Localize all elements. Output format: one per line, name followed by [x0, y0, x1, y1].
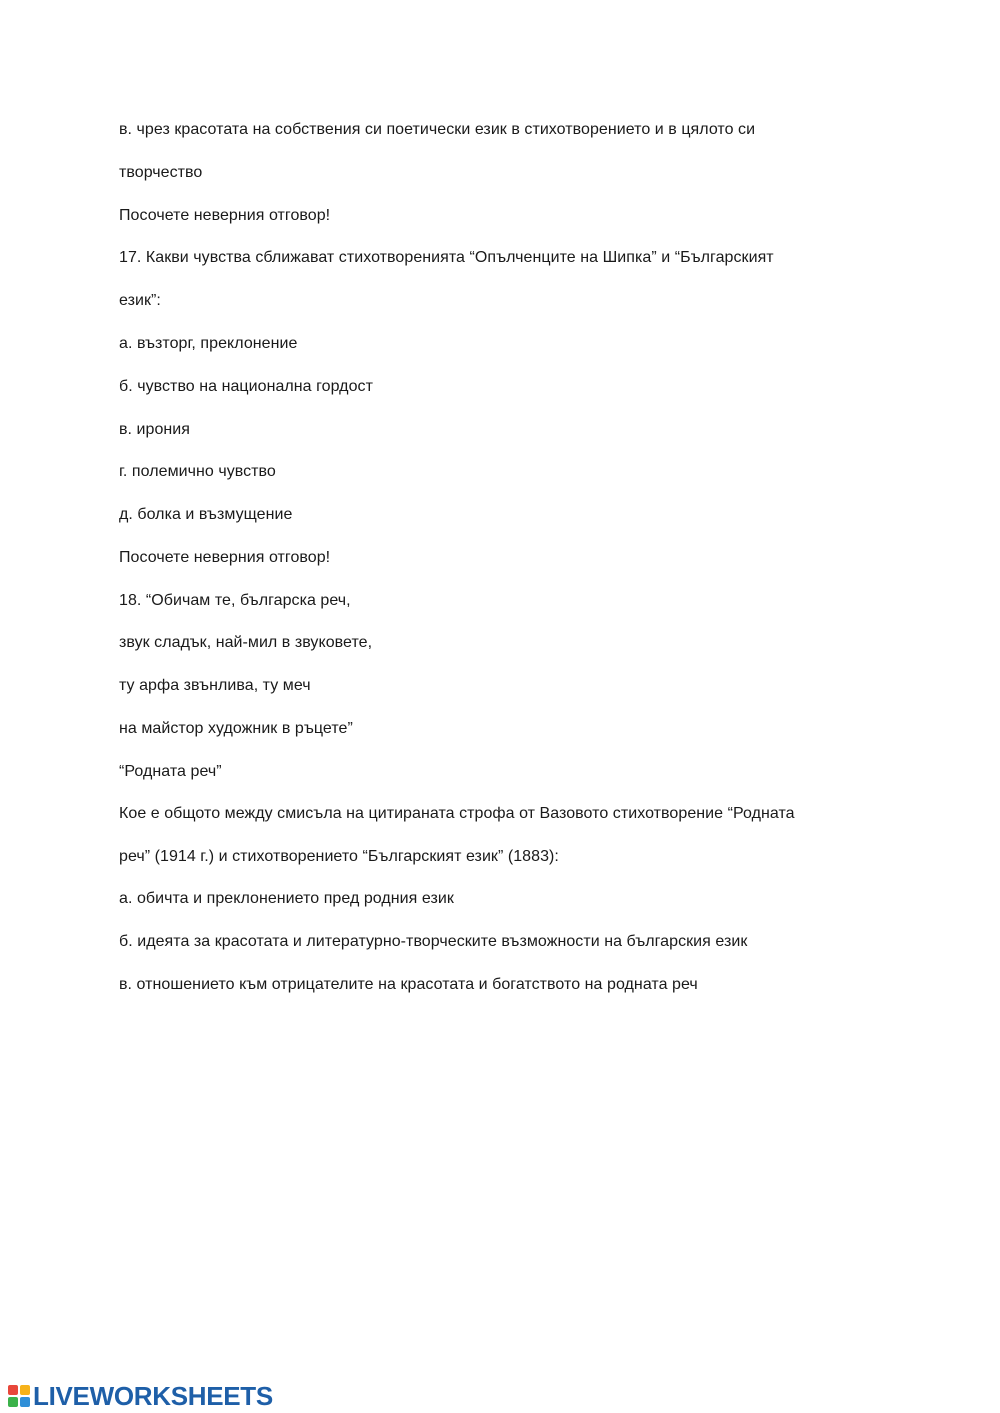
answer-option: а. възторг, преклонение: [119, 335, 298, 352]
quote-line: звук сладък, най-мил в звуковете,: [119, 634, 373, 651]
logo-tiles-icon: [8, 1385, 30, 1407]
answer-option: б. идеята за красотата и литературно-творческите възможности на българския език: [119, 933, 748, 950]
text-line: език”:: [119, 292, 161, 309]
answer-option: г. полемично чувство: [119, 463, 276, 480]
logo-tile: [20, 1385, 30, 1395]
quote-source: “Родната реч”: [119, 763, 222, 780]
instruction-line: Посочете неверния отговор!: [119, 207, 331, 224]
answer-option: в. ирония: [119, 421, 191, 438]
quote-line: на майстор художник в ръцете”: [119, 720, 353, 737]
question-18: 18. “Обичам те, българска реч,: [119, 592, 351, 609]
text-line: творчество: [119, 164, 203, 181]
text-line: в. чрез красотата на собствения си поетически език в стихотворението и в цялото си: [119, 121, 756, 138]
instruction-line: Посочете неверния отговор!: [119, 549, 331, 566]
answer-option: в. отношението към отрицателите на красотата и богатството на родната реч: [119, 976, 698, 993]
answer-option: б. чувство на национална гордост: [119, 378, 373, 395]
question-17: 17. Какви чувства сближават стихотворенията “Опълченците на Шипка” и “Българският: [119, 249, 774, 266]
logo-text: LIVEWORKSHEETS: [33, 1381, 273, 1411]
logo-tile: [8, 1397, 18, 1407]
answer-option: а. обичта и преклонението пред родния език: [119, 890, 454, 907]
logo-tile: [20, 1397, 30, 1407]
answer-option: д. болка и възмущение: [119, 506, 293, 523]
logo-tile: [8, 1385, 18, 1395]
quote-line: ту арфа звънлива, ту меч: [119, 677, 311, 694]
question-text: Кое е общото между смисъла на цитираната строфа от Вазовото стихотворение “Родната: [119, 805, 795, 822]
question-text: реч” (1914 г.) и стихотворението “Българският език” (1883):: [119, 848, 559, 865]
liveworksheets-logo[interactable]: [8, 1382, 273, 1410]
